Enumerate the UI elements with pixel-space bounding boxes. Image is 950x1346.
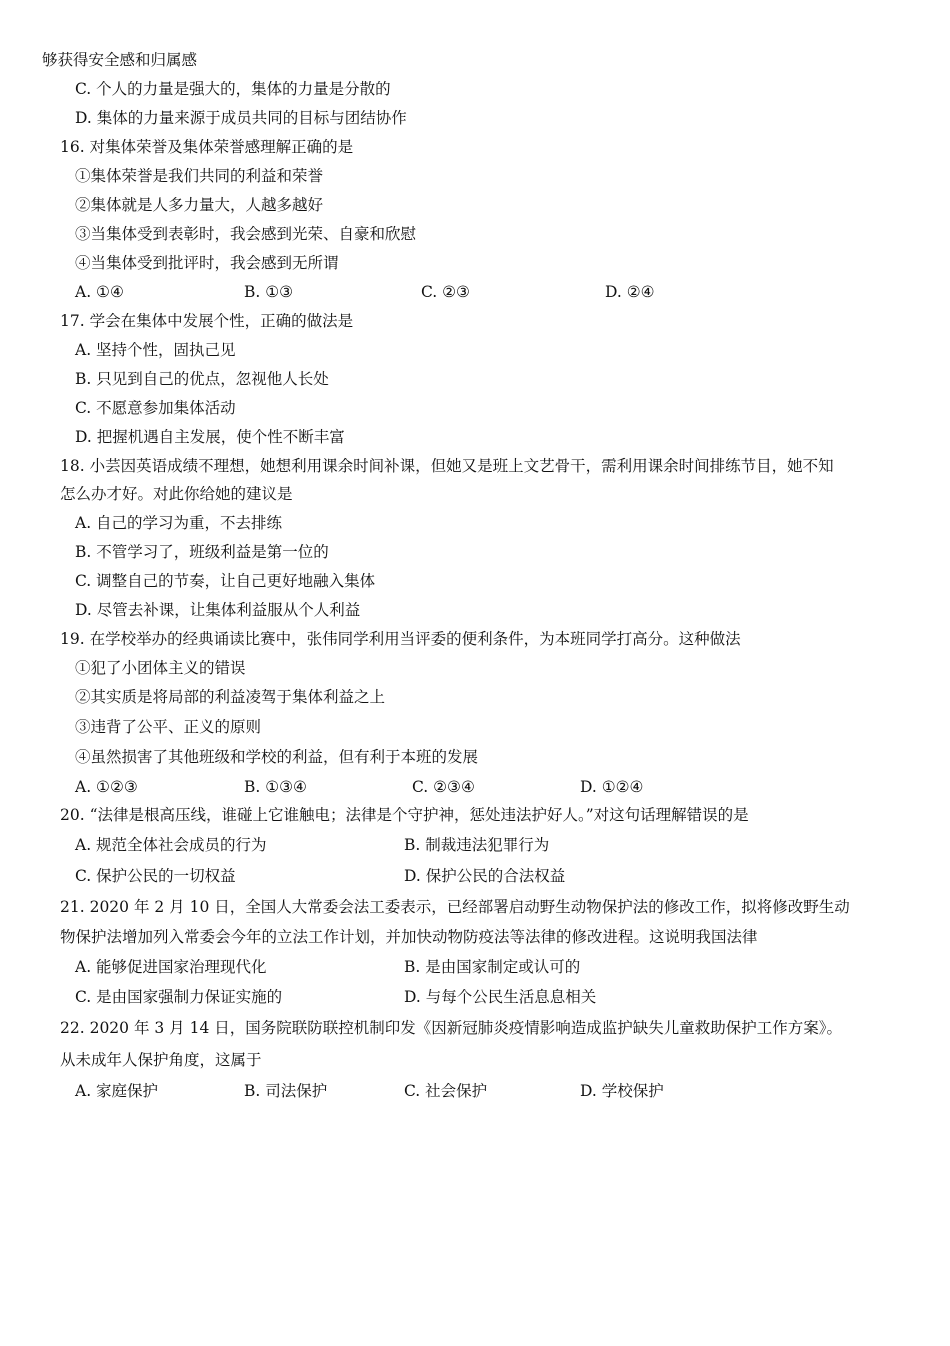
answer-option: D. 保护公民的合法权益 — [404, 867, 566, 885]
statement-item: ②其实质是将局部的利益凌驾于集体利益之上 — [75, 688, 386, 706]
statement-item: ③当集体受到表彰时，我会感到光荣、自豪和欣慰 — [75, 225, 417, 243]
answer-option: D. 集体的力量来源于成员共同的目标与团结协作 — [75, 109, 407, 127]
question-22: 22. 2020 年 3 月 14 日，国务院联防联控机制印发《因新冠肺炎疫情影响造成监护缺失儿童救助保护工作方案》。 — [60, 1019, 842, 1037]
answer-option: A. 自己的学习为重，不去排练 — [75, 514, 283, 532]
answer-option: D. 把握机遇自主发展，使个性不断丰富 — [75, 428, 345, 446]
answer-option: D. 尽管去补课，让集体利益服从个人利益 — [75, 601, 361, 619]
answer-option: A. 能够促进国家治理现代化 — [75, 958, 267, 976]
answer-option: D. ②④ — [605, 283, 655, 301]
question-text: 够获得安全感和归属感 — [42, 51, 198, 69]
answer-option: D. ①②④ — [580, 778, 644, 796]
question-16: 16. 对集体荣誉及集体荣誉感理解正确的是 — [60, 138, 354, 156]
answer-option: D. 与每个公民生活息息相关 — [404, 988, 597, 1006]
question-21-continued: 物保护法增加列入常委会今年的立法工作计划，并加快动物防疫法等法律的修改进程。这说明我国法律 — [60, 928, 758, 946]
question-18: 18. 小芸因英语成绩不理想，她想利用课余时间补课，但她又是班上文艺骨干，需利用课余时间排练节目，她不知 — [60, 457, 834, 475]
answer-option: C. ②③④ — [412, 778, 475, 796]
statement-item: ①犯了小团体主义的错误 — [75, 659, 246, 677]
answer-option: C. 不愿意参加集体活动 — [75, 399, 236, 417]
answer-option: B. 不管学习了，班级利益是第一位的 — [75, 543, 329, 561]
answer-option: B. 制裁违法犯罪行为 — [404, 836, 550, 854]
answer-option: D. 学校保护 — [580, 1082, 664, 1100]
question-18-continued: 怎么办才好。对此你给她的建议是 — [60, 485, 293, 503]
answer-option: C. 保护公民的一切权益 — [75, 867, 236, 885]
statement-item: ③违背了公平、正义的原则 — [75, 718, 262, 736]
answer-option: C. 调整自己的节奏，让自己更好地融入集体 — [75, 572, 376, 590]
answer-option: A. 家庭保护 — [75, 1082, 159, 1100]
answer-option: A. 坚持个性，固执己见 — [75, 341, 236, 359]
question-17: 17. 学会在集体中发展个性，正确的做法是 — [60, 312, 354, 330]
answer-option: A. 规范全体社会成员的行为 — [75, 836, 267, 854]
statement-item: ①集体荣誉是我们共同的利益和荣誉 — [75, 167, 324, 185]
answer-option: C. 是由国家强制力保证实施的 — [75, 988, 283, 1006]
answer-option: B. ①③④ — [244, 778, 307, 796]
question-20: 20. “法律是根高压线，谁碰上它谁触电；法律是个守护神，惩处违法护好人。”对这句话理解错误的是 — [60, 806, 749, 824]
question-21: 21. 2020 年 2 月 10 日，全国人大常委会法工委表示，已经部署启动野生动物保护法的修改工作，拟将修改野生动 — [60, 898, 850, 916]
statement-item: ②集体就是人多力量大，人越多越好 — [75, 196, 324, 214]
answer-option: C. ②③ — [421, 283, 470, 301]
answer-option: A. ①④ — [75, 283, 124, 301]
statement-item: ④当集体受到批评时，我会感到无所谓 — [75, 254, 339, 272]
question-22-continued: 从未成年人保护角度，这属于 — [60, 1051, 262, 1069]
answer-option: B. ①③ — [244, 283, 294, 301]
answer-option: A. ①②③ — [75, 778, 138, 796]
answer-option: B. 是由国家制定或认可的 — [404, 958, 581, 976]
statement-item: ④虽然损害了其他班级和学校的利益，但有利于本班的发展 — [75, 748, 479, 766]
question-19: 19. 在学校举办的经典诵读比赛中，张伟同学利用当评委的便利条件，为本班同学打高分。这种做法 — [60, 630, 741, 648]
answer-option: C. 个人的力量是强大的，集体的力量是分散的 — [75, 80, 391, 98]
answer-option: C. 社会保护 — [404, 1082, 488, 1100]
answer-option: B. 只见到自己的优点，忽视他人长处 — [75, 370, 329, 388]
answer-option: B. 司法保护 — [244, 1082, 328, 1100]
